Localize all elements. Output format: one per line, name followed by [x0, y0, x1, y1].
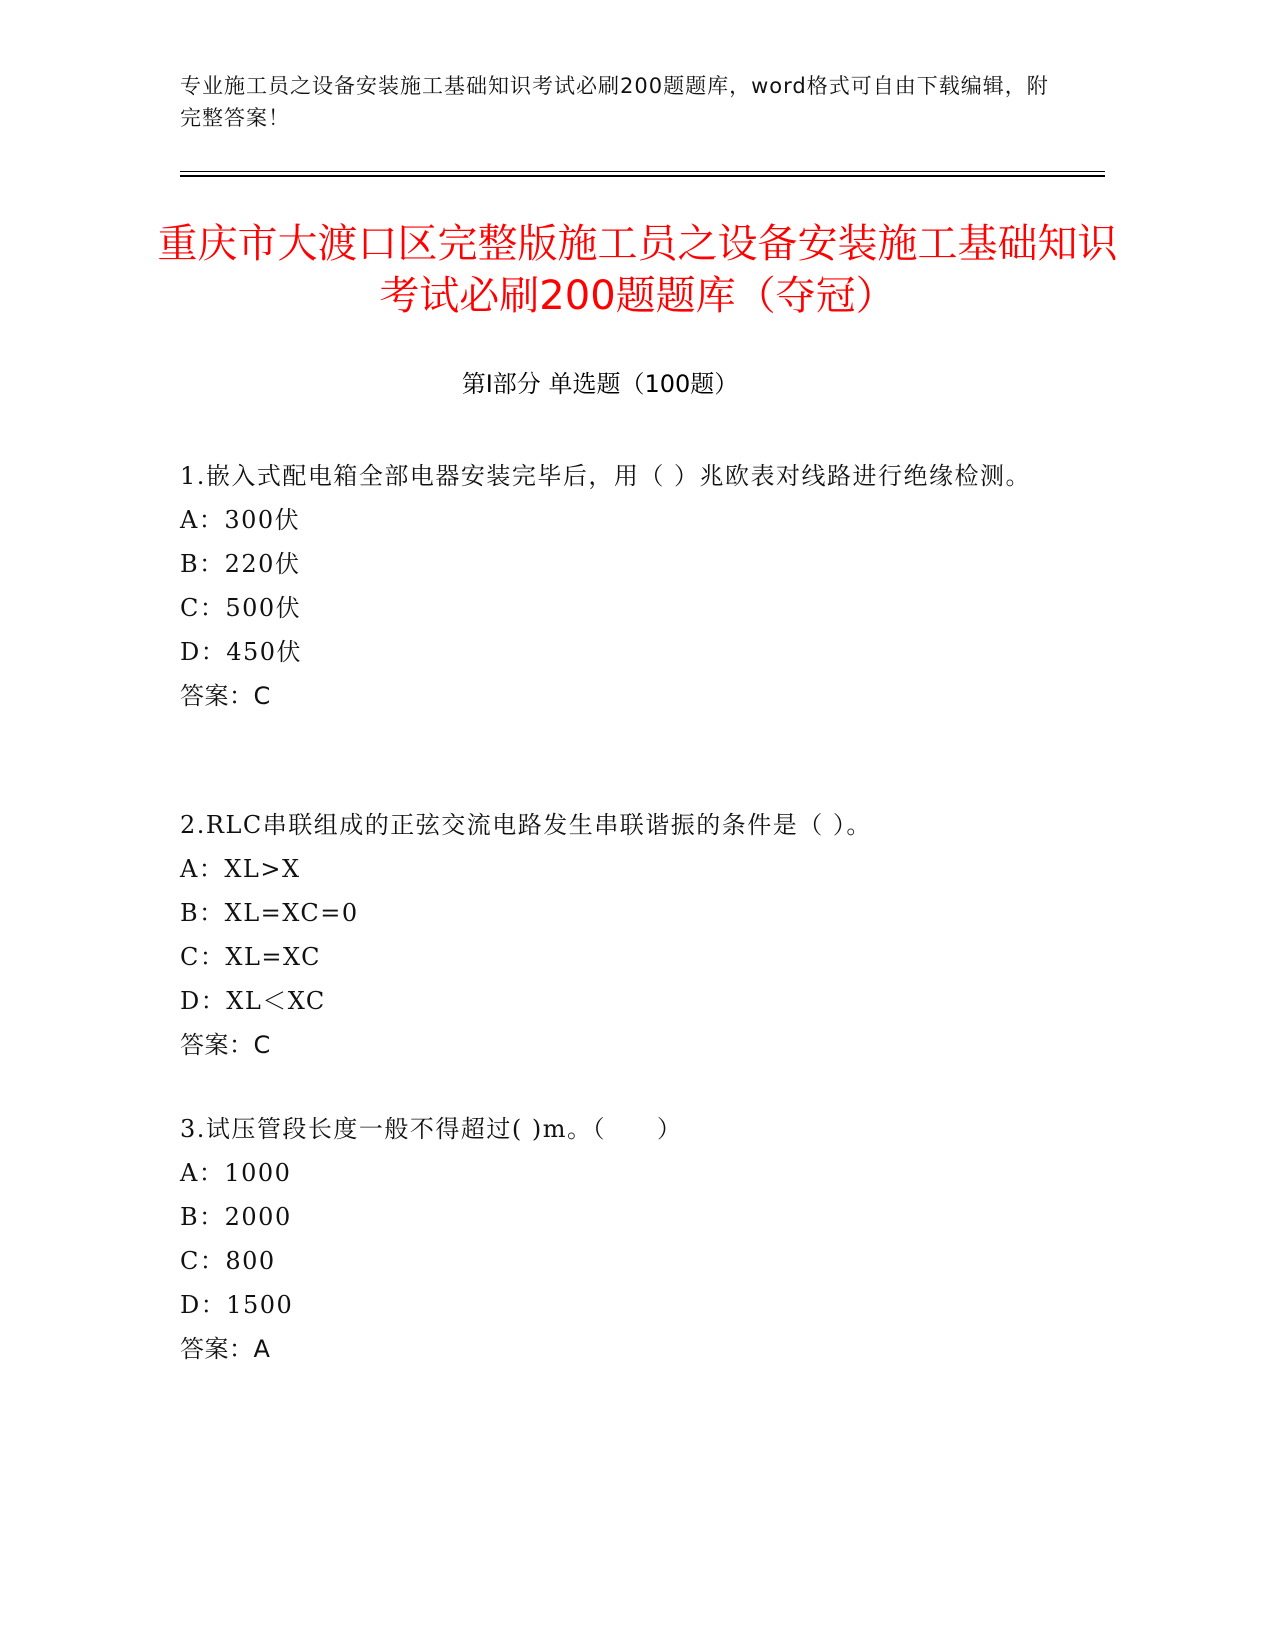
question-stem: 3.试压管段长度一般不得超过( )m。（ ） [180, 1115, 683, 1143]
option-c: C：500伏 [180, 594, 302, 622]
question-2 [180, 803, 1040, 1067]
question-stem: 1.嵌入式配电箱全部电器安装完毕后，用（ ）兆欧表对线路进行绝缘检测。 [180, 462, 1032, 490]
answer-line: 答案：C [180, 1031, 271, 1059]
option-c: C：800 [180, 1247, 276, 1275]
answer-line: 答案：A [180, 1335, 271, 1363]
section-heading: 第Ⅰ部分 单选题（100题） [461, 370, 739, 398]
option-d: D：1500 [180, 1291, 294, 1319]
option-a: A：300伏 [180, 506, 301, 534]
option-a: A：XL>X [180, 855, 301, 883]
header-divider-bottom [180, 175, 1105, 177]
option-b: B：2000 [180, 1203, 292, 1231]
question-stem: 2.RLC串联组成的正弦交流电路发生串联谐振的条件是（ ）。 [180, 811, 872, 839]
option-b: B：220伏 [180, 550, 301, 578]
document-title: 重庆市大渡口区完整版施工员之设备安装施工基础知识考试必刷200题题库（夺冠） [157, 221, 1118, 319]
header-divider-top [180, 171, 1105, 172]
answer-line: 答案：C [180, 682, 271, 710]
option-a: A：1000 [180, 1159, 292, 1187]
option-d: D：450伏 [180, 638, 303, 666]
header-note: 专业施工员之设备安装施工基础知识考试必刷200题题库，word格式可自由下载编辑，附完整答案！ [180, 74, 1049, 130]
question-1 [180, 454, 1040, 718]
option-c: C：XL=XC [180, 943, 322, 971]
question-3 [180, 1107, 1040, 1371]
option-b: B：XL=XC=0 [180, 899, 359, 927]
option-d: D：XL＜XC [180, 987, 326, 1015]
